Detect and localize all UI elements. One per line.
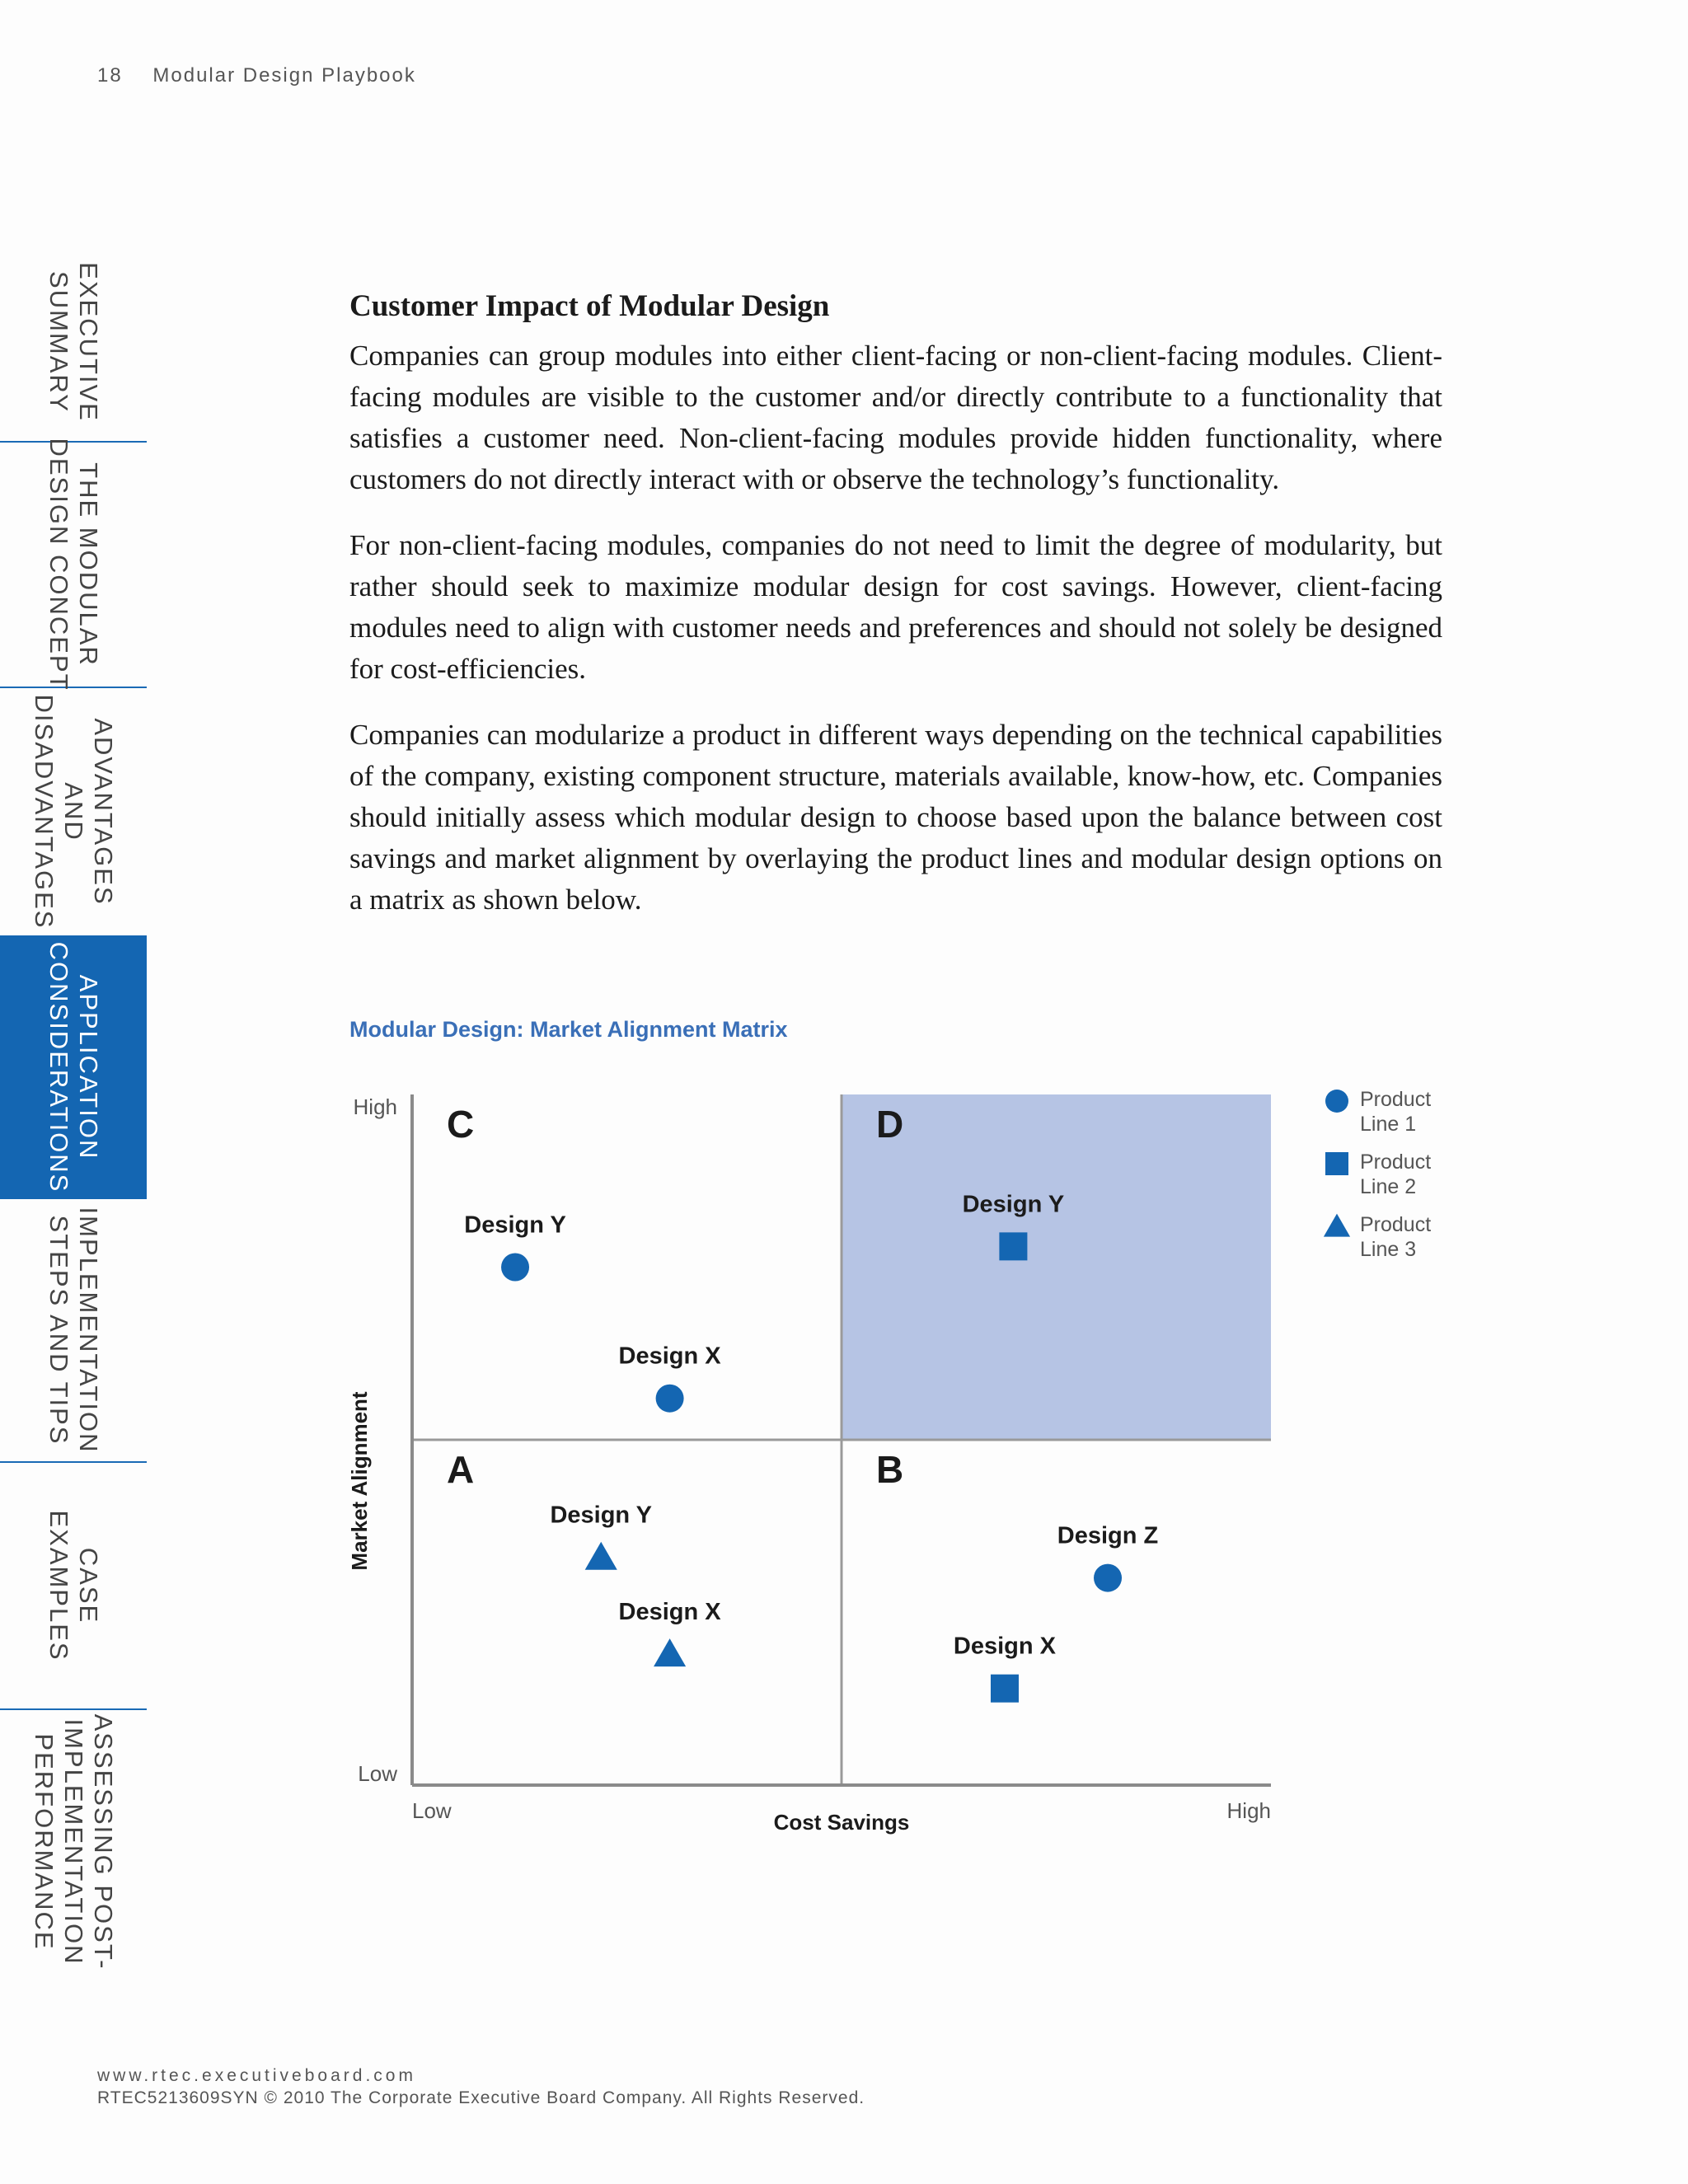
triangle-marker [654,1638,686,1666]
nav-tab-implementation-steps[interactable] [0,1199,147,1463]
footer-url[interactable]: www.rtec.executiveboard.com [97,2066,416,2085]
legend-label: Line 1 [1360,1113,1417,1136]
legend-label: Line 3 [1360,1238,1417,1261]
legend-triangle-marker [1324,1214,1350,1237]
nav-tab-label: CASE EXAMPLES [45,1510,103,1661]
nav-tab-application-considerations[interactable] [0,935,147,1199]
quadrant-b [842,1440,1271,1785]
point-label: Design Y [464,1212,566,1239]
quadrant-label: B [876,1448,904,1491]
nav-tab-label: ASSESSING POST- IMPLEMENTATION PERFORMANCE [30,1713,118,1971]
circle-marker [1094,1564,1122,1592]
point-label: Design Y [550,1502,653,1529]
legend-square-marker [1325,1152,1348,1175]
nav-tab-modular-design-concept[interactable] [0,438,147,691]
nav-tab-case-examples[interactable] [0,1463,147,1710]
triangle-marker [585,1542,617,1570]
nav-tab-label: EXECUTIVE SUMMARY [45,262,103,422]
legend-label: Product [1360,1088,1432,1111]
article-heading: Customer Impact of Modular Design [349,289,830,323]
x-tick-label: High [1226,1798,1271,1823]
nav-tab-executive-summary[interactable] [0,243,147,443]
market-alignment-matrix [330,1071,1484,1854]
square-marker [999,1232,1027,1260]
quadrant-label: D [876,1103,904,1146]
nav-tab-advantages[interactable] [0,688,147,935]
y-tick-label: Low [358,1761,397,1786]
point-label: Design X [618,1598,721,1625]
nav-tab-label: THE MODULAR DESIGN CONCEPT [45,438,103,691]
article-paragraph: Companies can modularize a product in different ways depending on the technical capabilities of the company, existing component structure, materials available, know-how, etc. Companies should initially assess which modular design to choose based upon the balance between cost savings and market alignment by overlaying the product lines and modular design options on a matrix as shown below. [349,719,1442,916]
nav-tab-assessing-performance[interactable] [0,1710,147,1974]
footer-copyright: RTEC5213609SYN © 2010 The Corporate Executive Board Company. All Rights Reserved. [97,2088,865,2107]
document-title: Modular Design Playbook [152,64,416,87]
x-axis-title: Cost Savings [773,1810,910,1835]
page-header [97,64,416,87]
quadrant-d [842,1094,1271,1440]
legend-label: Product [1360,1213,1432,1236]
y-axis-title: Market Alignment [347,1391,372,1571]
page-footer [97,2064,865,2109]
legend-circle-marker [1325,1090,1348,1113]
point-label: Design X [618,1343,721,1370]
page-number: 18 [97,64,123,87]
article-paragraph: For non-client-facing modules, companies do not need to limit the degree of modularity, but rather should seek to maximize modular design for cost savings. However, client-facing modules need to align with customer needs and preferences and should not solely be designed for cost-efficiencies. [349,529,1442,685]
legend-label: Product [1360,1151,1432,1174]
quadrant-label: C [447,1103,475,1146]
quadrant-c [412,1094,842,1440]
x-tick-label: Low [412,1798,452,1823]
legend-label: Line 2 [1360,1175,1417,1198]
nav-tab-label: ADVANTAGES AND DISADVANTAGES [30,694,118,930]
nav-tab-label: APPLICATION CONSIDERATIONS [45,941,103,1193]
nav-tab-label: IMPLEMENTATION STEPS AND TIPS [45,1207,103,1454]
article [349,288,1442,945]
circle-marker [501,1254,529,1282]
y-tick-label: High [353,1094,397,1119]
point-label: Design X [953,1633,1057,1660]
point-label: Design Z [1057,1522,1159,1549]
square-marker [991,1675,1019,1703]
chart-title: Modular Design: Market Alignment Matrix [349,1017,788,1042]
quadrant-label: A [447,1448,475,1491]
point-label: Design Y [962,1191,1065,1218]
circle-marker [656,1385,684,1413]
article-paragraph: Companies can group modules into either client-facing or non-client-facing modules. Client-facing modules are visible to the customer and/or directly contribute to a functionality that satisfies a customer need. Non-client-facing modules provide hidden functionality, where customers do not directly interact with or observe the technology’s functionality. [349,340,1442,495]
